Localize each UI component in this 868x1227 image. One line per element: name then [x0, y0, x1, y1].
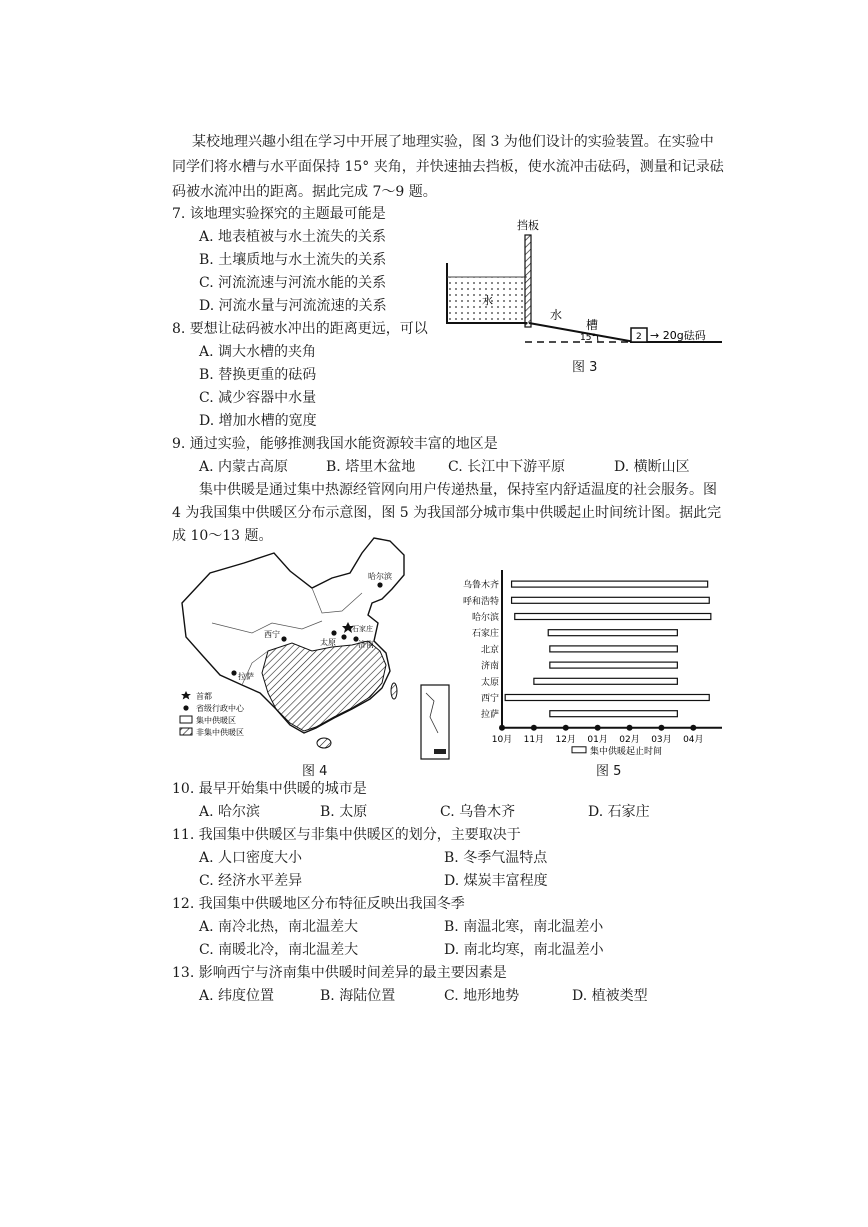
q11-option-d: D. 煤炭丰富程度: [444, 873, 548, 889]
legend-heating-label: 集中供暖区: [196, 716, 236, 725]
x-tick-label-1: 11月: [523, 734, 545, 745]
intro-line-3: 码被水流冲出的距离。据此完成 7～9 题。: [172, 184, 437, 200]
city-marker-taiyuan: [331, 630, 336, 635]
water-label: 水: [482, 294, 493, 307]
non-heating-region: [262, 641, 386, 731]
heating-bar-1: [512, 597, 710, 603]
x-tick-dot-4: [627, 725, 633, 731]
q7-stem: 7. 该地理实验探究的主题最可能是: [172, 206, 386, 222]
city-label-harbin: 哈尔滨: [368, 572, 392, 581]
x-tick-dot-3: [595, 725, 601, 731]
category-label-4: 北京: [480, 645, 499, 656]
city-marker-shijiazhuang: [341, 634, 346, 639]
q12-stem: 12. 我国集中供暖地区分布特征反映出我国冬季: [172, 896, 465, 912]
x-tick-label-5: 03月: [651, 734, 672, 745]
heating-bar-4: [550, 646, 678, 652]
category-label-3: 石家庄: [471, 629, 499, 640]
city-marker-harbin: [377, 582, 382, 587]
legend-capital-icon: [181, 691, 191, 700]
q13-option-a: A. 纬度位置: [199, 988, 275, 1004]
heating-bar-2: [515, 614, 711, 620]
x-tick-dot-5: [658, 725, 664, 731]
angle-label: 15°: [580, 333, 596, 343]
category-label-6: 太原: [480, 677, 499, 688]
q13-option-c: C. 地形地势: [444, 988, 520, 1004]
intro2-line-2: 4 为我国集中供暖区分布示意图，图 5 为我国部分城市集中供暖起止时间统计图。据此完: [172, 505, 722, 521]
legend-nonheating-icon: [180, 728, 192, 735]
fig5-heating-chart: [452, 568, 728, 758]
city-label-xining: 西宁: [264, 630, 280, 639]
fig4-map: [172, 533, 450, 765]
x-tick-label-4: 02月: [619, 734, 640, 745]
q7-option-a: A. 地表植被与水土流失的关系: [199, 229, 387, 245]
intro-line-1: 某校地理兴趣小组在学习中开展了地理实验，图 3 为他们设计的实验装置。在实验中: [192, 134, 714, 150]
q8-option-d: D. 增加水槽的宽度: [199, 413, 317, 429]
q12-option-d: D. 南北均寒，南北温差小: [444, 942, 604, 958]
q13-option-b: B. 海陆位置: [320, 988, 396, 1004]
q8-option-b: B. 替换更重的砝码: [199, 367, 317, 383]
city-marker-lhasa: [231, 670, 236, 675]
category-label-5: 济南: [480, 661, 499, 672]
city-label-taiyuan: 太原: [320, 638, 336, 647]
q9-option-a: A. 内蒙古高原: [199, 459, 289, 475]
fig4-caption: 图 4: [302, 764, 328, 779]
x-tick-dot-6: [690, 725, 696, 731]
legend-heating-icon: [180, 716, 192, 723]
heating-bar-5: [550, 662, 678, 668]
x-tick-dot-1: [531, 725, 537, 731]
q10-stem: 10. 最早开始集中供暖的城市是: [172, 781, 367, 797]
q9-option-d: D. 横断山区: [614, 459, 690, 475]
q11-option-c: C. 经济水平差异: [199, 873, 303, 889]
city-label-lhasa: 拉萨: [238, 672, 254, 681]
fig5-caption: 图 5: [596, 764, 622, 779]
weight-label: → 20g砝码: [650, 329, 706, 342]
angle-arc: [598, 336, 599, 342]
legend-label: 集中供暖起止时间: [590, 746, 663, 757]
heating-bar-0: [512, 581, 708, 587]
x-tick-label-2: 12月: [555, 734, 576, 745]
q10-option-d: D. 石家庄: [588, 804, 650, 820]
x-tick-label-3: 01月: [587, 734, 608, 745]
x-tick-label-0: 10月: [491, 734, 513, 745]
heating-bar-3: [548, 630, 677, 636]
q8-option-c: C. 减少容器中水量: [199, 390, 317, 406]
legend-province-icon: [183, 705, 188, 710]
legend-swatch: [572, 747, 586, 753]
category-label-2: 哈尔滨: [471, 613, 499, 623]
category-label-0: 乌鲁木齐: [462, 580, 499, 591]
channel-label-2: 槽: [586, 318, 599, 332]
fig3-apparatus: [430, 215, 730, 355]
heating-bar-6: [534, 678, 677, 684]
q12-option-c: C. 南暖北冷，南北温差大: [199, 942, 359, 958]
q10-option-b: B. 太原: [320, 804, 368, 820]
q9-stem: 9. 通过实验，能够推测我国水能资源较丰富的地区是: [172, 436, 498, 452]
intro2-line-1: 集中供暖是通过集中热源经管网向用户传递热量，保持室内舒适温度的社会服务。图: [199, 482, 717, 498]
legend-capital-label: 首都: [196, 692, 212, 701]
board-label: 挡板: [517, 219, 539, 232]
heating-bar-7: [505, 695, 709, 701]
q11-stem: 11. 我国集中供暖区与非集中供暖区的划分，主要取决于: [172, 827, 521, 843]
heating-bar-8: [550, 711, 678, 717]
board: [525, 235, 531, 327]
category-label-7: 西宁: [480, 694, 499, 704]
q10-option-a: A. 哈尔滨: [199, 804, 261, 820]
fig3-caption: 图 3: [572, 360, 598, 375]
q11-option-b: B. 冬季气温特点: [444, 850, 548, 866]
q13-option-d: D. 植被类型: [572, 988, 648, 1004]
x-tick-label-6: 04月: [683, 734, 704, 745]
q11-option-a: A. 人口密度大小: [199, 850, 303, 866]
q10-option-c: C. 乌鲁木齐: [440, 804, 516, 820]
legend-nonheating-label: 非集中供暖区: [196, 728, 244, 737]
x-tick-dot-0: [499, 725, 505, 731]
legend-province-label: 省级行政中心: [196, 704, 244, 713]
intro2-line-3: 成 10～13 题。: [172, 528, 273, 544]
x-tick-dot-2: [563, 725, 569, 731]
q7-option-c: C. 河流流速与河流水能的关系: [199, 275, 387, 291]
q8-stem: 8. 要想让砝码被水冲出的距离更远，可以: [172, 321, 428, 337]
intro-line-2: 同学们将水槽与水平面保持 15° 夹角，并快速抽去挡板，使水流冲击砝码，测量和记录砝: [172, 159, 724, 175]
category-label-8: 拉萨: [480, 710, 499, 721]
q13-stem: 13. 影响西宁与济南集中供暖时间差异的最主要因素是: [172, 965, 507, 981]
channel-label-1: 水: [550, 308, 563, 322]
q7-option-d: D. 河流水量与河流流速的关系: [199, 298, 387, 314]
q12-option-b: B. 南温北寒，南北温差小: [444, 919, 604, 935]
category-label-1: 呼和浩特: [462, 596, 499, 607]
taiwan: [391, 683, 397, 699]
q8-option-a: A. 调大水槽的夹角: [199, 344, 317, 360]
city-marker-xining: [281, 636, 286, 641]
hainan: [317, 738, 331, 748]
q7-option-b: B. 土壤质地与水土流失的关系: [199, 252, 387, 268]
weight-box-label: 2: [636, 332, 642, 342]
city-label-shijiazhuang: 石家庄: [352, 625, 373, 633]
city-label-jinan: 济南: [358, 640, 374, 649]
q9-option-c: C. 长江中下游平原: [448, 459, 566, 475]
q9-option-b: B. 塔里木盆地: [326, 459, 416, 475]
q12-option-a: A. 南冷北热，南北温差大: [199, 919, 359, 935]
south-sea-inset: [421, 685, 449, 759]
